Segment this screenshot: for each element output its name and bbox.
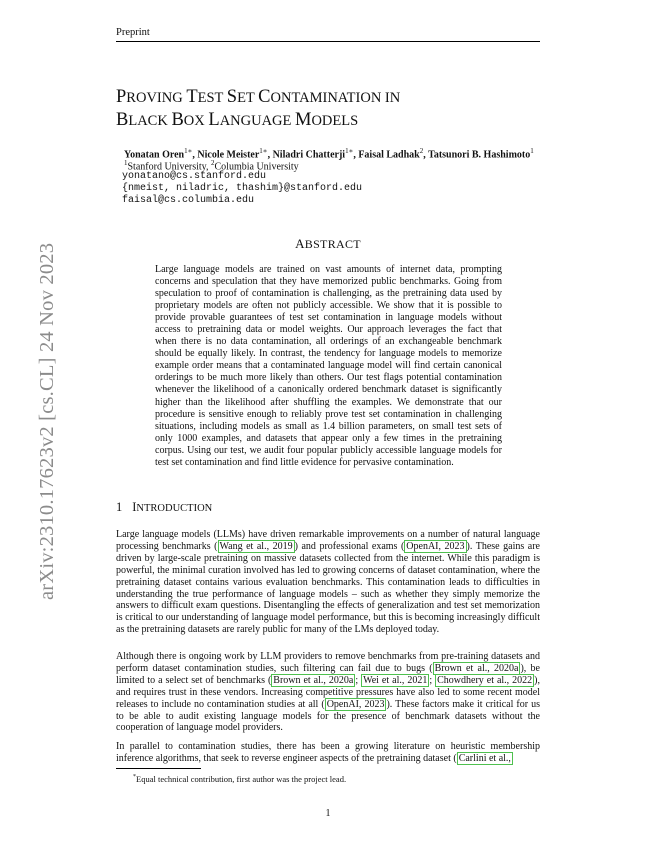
- affiliation-name: Columbia University: [214, 161, 299, 173]
- paragraph-text: ), and requires trust in these vendors. Increasing competitive pressures have also led to some recent model releases to include no contamination studies at all (: [116, 674, 540, 710]
- author-mark: 1∗: [259, 147, 268, 155]
- citation-link[interactable]: Brown et al., 2020a: [273, 674, 354, 686]
- citation-link[interactable]: OpenAI, 2023: [326, 698, 385, 710]
- abstract-heading-rest: BSTRACT: [304, 237, 361, 251]
- title-smallcaps: LACK: [128, 113, 172, 129]
- paragraph-text: ;: [355, 674, 362, 686]
- section-heading-rest: NTRODUCTION: [136, 503, 213, 514]
- author-name: Niladri Chatterji: [272, 149, 346, 161]
- title-smallcaps: ONTAMINATION IN: [270, 90, 401, 106]
- title-initial: L: [208, 110, 220, 130]
- author-mark: 1∗: [184, 147, 193, 155]
- title-initial: T: [186, 87, 198, 107]
- paragraph-text: ) and professional exams (: [294, 540, 405, 552]
- section-number: 1: [116, 500, 123, 514]
- intro-paragraph: [116, 529, 540, 636]
- citation-link[interactable]: Carlini et al.,: [458, 752, 511, 764]
- author-name: Tatsunori B. Hashimoto: [428, 149, 531, 161]
- paragraph-text: In parallel to contamination studies, there has been a growing literature on heuristic membership inference algorithms, that seek to reverse engineer aspects of the pretraining dataset (: [116, 741, 540, 764]
- title-smallcaps: EST: [197, 90, 227, 106]
- email-line[interactable]: faisal@cs.columbia.edu: [122, 195, 255, 206]
- intro-paragraph: [116, 651, 540, 734]
- section-heading-initial: I: [132, 500, 137, 514]
- header-rule: [116, 41, 540, 42]
- footnote-mark: *: [133, 774, 136, 781]
- title-smallcaps: OX: [183, 113, 209, 129]
- paper-title: [116, 86, 400, 132]
- section-heading-introduction: [116, 500, 212, 515]
- title-smallcaps: ODELS: [311, 113, 359, 129]
- paragraph-text: Large language models (LLMs) have driven remarkable improvements on a number of natural language processing benchmarks (: [116, 529, 540, 552]
- author-mark: 1∗: [345, 147, 354, 155]
- affiliation-mark: 1: [124, 159, 128, 167]
- title-initial: P: [116, 87, 127, 107]
- abstract-text: Large language models are trained on vast amounts of internet data, prompting concerns and speculation that they have memorized public benchmarks. Going from speculation to proof of contamination is challenging, as the pretraining data used by proprietary models are often not publicly accessible. We show that it is possible to provide provable guarantees of test set contamination in language models without access to pretraining data or model weights. Our approach leverages the fact that when there is no data contamination, all orderings of an exchangeable benchmark should be equally likely. In contrast, the tendency for language models to memorize example order means that a contaminated language model will find certain canonical orderings to be much more likely than others. Our test flags potential contamination whenever the likelihood of a canonically ordered benchmark dataset is significantly higher than the likelihood after shuffling the examples. We demonstrate that our procedure is sensitive enough to reliably prove test set contamination in challenging situations, including models as small as 1.4 billion parameters, on small test sets of only 1000 examples, and datasets that appear only a few times in the pretraining corpus. Using our test, we audit four popular publicly accessible language models for test set contamination and find little evidence for pervasive contamination.: [155, 264, 502, 468]
- footnote-rule: [116, 768, 201, 769]
- page-number: 1: [325, 808, 331, 819]
- footnote: [133, 774, 346, 784]
- author-mark: 2: [419, 147, 424, 155]
- email-line[interactable]: {nmeist, niladric, thashim}@stanford.edu: [122, 183, 363, 194]
- author-name: Yonatan Oren: [124, 149, 185, 161]
- title-initial: S: [226, 87, 238, 107]
- citation-link[interactable]: Wang et al., 2019: [219, 540, 293, 552]
- affiliation-mark: 2: [211, 159, 215, 167]
- author-list: Yonatan Oren$^{1∗}$, Nicole Meister$^{1∗}$, Niladri Chatterji$^{1∗}$, Faisal Ladhak$^2$, Tatsunori B. Hashimoto$^1$: [124, 147, 534, 161]
- email-line[interactable]: yonatano@cs.stanford.edu: [122, 171, 267, 182]
- paragraph-text: ;: [429, 674, 436, 686]
- running-header: Preprint: [116, 27, 150, 38]
- title-line-1: [116, 86, 400, 109]
- paragraph-text: Although there is ongoing work by LLM providers to remove benchmarks from pre-training datasets and perform dataset contamination studies, such filtering can fail due to bugs (: [116, 651, 540, 674]
- title-initial: C: [258, 87, 271, 107]
- arxiv-identifier[interactable]: arXiv:2310.17623v2 [cs.CL] 24 Nov 2023: [36, 242, 58, 600]
- footnote-text: Equal technical contribution, first author was the project lead.: [136, 774, 347, 784]
- title-smallcaps: ROVING: [126, 90, 187, 106]
- paragraph-text: ), be limited to a select set of benchmarks (: [116, 662, 540, 686]
- title-initial: B: [116, 110, 129, 130]
- citation-link[interactable]: Chowdhery et al., 2022: [437, 674, 533, 686]
- author-mark: 1: [530, 147, 534, 155]
- abstract-heading: [0, 236, 656, 252]
- title-line-2: [116, 109, 400, 132]
- citation-link[interactable]: OpenAI, 2023: [406, 540, 465, 552]
- paragraph-text: ). These gains are driven by large-scale pretraining on massive datasets collected from the internet. While this paradigm is powerful, the minimal curation involved has led to growing concerns of dataset contamination, where the pretraining dataset contains various evaluation benchmarks. This contamination leads to difficulties in understanding the true performance of language models – such as whether they simply memorize the answers to difficult exam questions. Disentangling the effects of generalization and test set memorization is critical to our understanding of language model performance, but this is becoming increasingly difficult as the pretraining datasets are rarely public for many of the LMs deployed today.: [116, 540, 540, 636]
- author-name: Nicole Meister: [197, 149, 260, 161]
- paragraph-text: ). These factors make it critical for us to be able to audit existing language models for the presence of benchmark datasets without the cooperation of language model providers.: [116, 698, 540, 734]
- affiliation-name: Stanford University,: [127, 161, 212, 173]
- title-initial: M: [295, 110, 312, 130]
- citation-link[interactable]: Brown et al., 2020a: [434, 662, 519, 674]
- abstract-heading-initial: A: [295, 236, 305, 251]
- citation-link[interactable]: Wei et al., 2021: [363, 674, 428, 686]
- intro-paragraph: [116, 741, 540, 765]
- title-smallcaps: ANGUAGE: [219, 113, 295, 129]
- title-smallcaps: ET: [237, 90, 259, 106]
- author-name: Faisal Ladhak: [358, 149, 420, 161]
- title-initial: B: [171, 110, 184, 130]
